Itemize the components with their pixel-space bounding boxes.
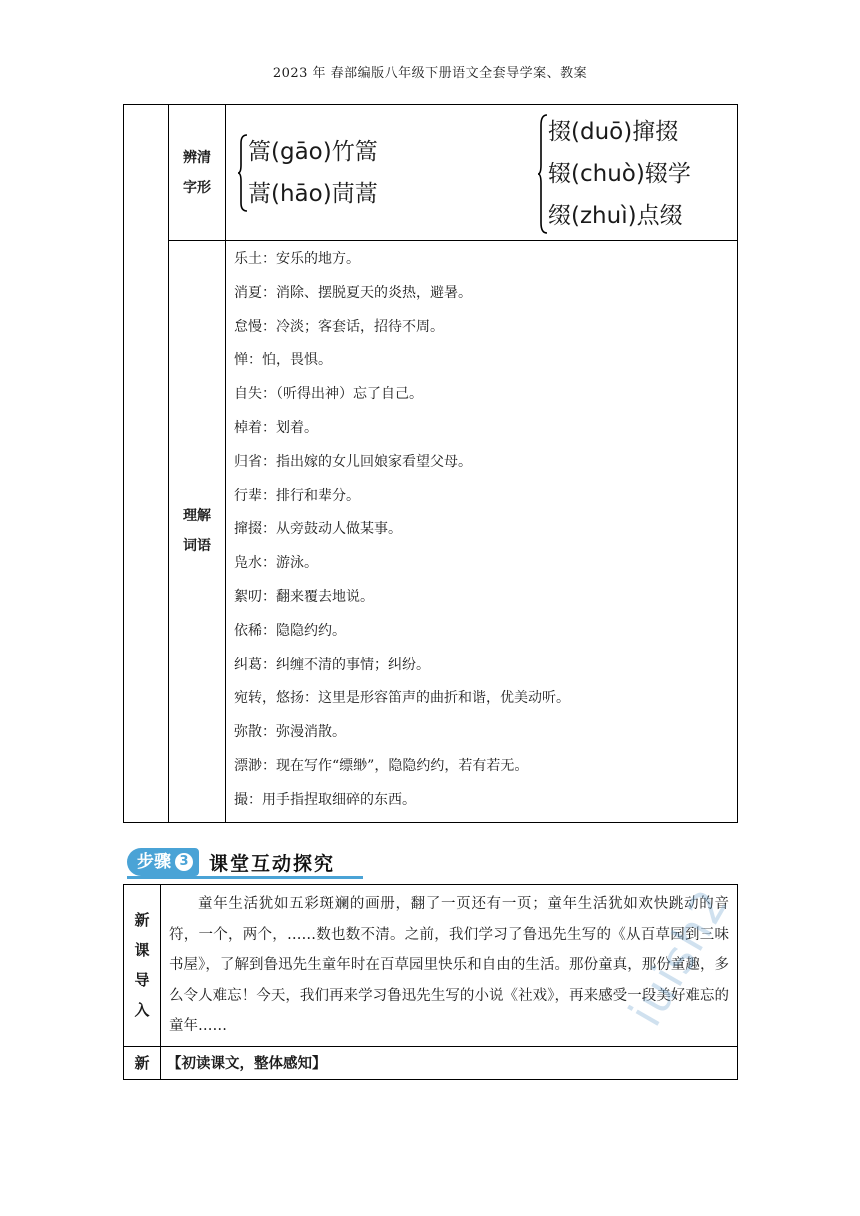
definition-item: 归省：指出嫁的女儿回娘家看望父母。 bbox=[234, 453, 472, 470]
intro-label-char: 课 bbox=[134, 941, 150, 960]
definition-item: 行辈：排行和辈分。 bbox=[234, 487, 360, 504]
definition-item: 撮：用手指捏取细碎的东西。 bbox=[234, 791, 416, 808]
definition-item: 絮叨：翻来覆去地说。 bbox=[234, 588, 374, 605]
definition-item: 惮：怕，畏惧。 bbox=[234, 352, 332, 369]
intro-label bbox=[124, 885, 161, 1047]
definition-item: 弥散：弥漫消散。 bbox=[234, 724, 346, 741]
step-title: 课堂互动探究 bbox=[209, 852, 336, 875]
definition-item: 怠慢：冷淡；客套话，招待不周。 bbox=[234, 318, 444, 335]
shape-label-line-1: 辨清 bbox=[183, 149, 211, 166]
words-label bbox=[169, 241, 226, 823]
shape-label-line-2: 字形 bbox=[183, 179, 211, 196]
left-brace-icon bbox=[238, 131, 248, 215]
words-label-line-1: 理解 bbox=[183, 508, 211, 525]
shape-cell bbox=[226, 105, 738, 241]
definition-item: 漂渺：现在写作“缥缈”，隐隐约约，若有若无。 bbox=[234, 757, 529, 774]
words-label-line-2: 词语 bbox=[183, 538, 211, 555]
shape-item: 辍(chuò)辍学 bbox=[548, 161, 691, 187]
definition-item: 凫水：游泳。 bbox=[234, 555, 318, 572]
step-number: 3 bbox=[175, 853, 193, 871]
intro-paragraph: 童年生活犹如五彩斑斓的画册，翻了一页还有一页；童年生活犹如欢快跳动的音符，一个，两个，……数也数不清。之前，我们学习了鲁迅先生写的《从百草园到三味书屋》，了解到鲁迅先生童年时在百草园里快乐和自由的生活。那份童真，那份童趣，多么令人难忘！今天，我们再来学习鲁迅先生写的小说《社戏》，再来感受一段美好难忘的童年…… bbox=[169, 896, 729, 1034]
intro-label-char: 导 bbox=[134, 971, 150, 990]
watermark: iuish2 bbox=[618, 878, 740, 1035]
shape-group-left bbox=[238, 131, 438, 215]
definition-item: 乐土：安乐的地方。 bbox=[234, 251, 360, 267]
step-underline bbox=[127, 876, 363, 879]
shape-item: 缀(zhuì)点缀 bbox=[548, 203, 683, 229]
shape-item: 蒿(hāo)茼蒿 bbox=[248, 181, 378, 207]
definition-item: 消夏：消除、摆脱夏天的炎热，避暑。 bbox=[234, 284, 472, 301]
definitions-cell bbox=[226, 241, 738, 823]
intro-label-char: 新 bbox=[134, 911, 150, 930]
step-heading bbox=[127, 846, 335, 878]
definition-item: 棹着：划着。 bbox=[234, 419, 318, 436]
definition-item: 自失：（听得出神）忘了自己。 bbox=[234, 386, 423, 403]
definition-item: 纠葛：纠缠不清的事情；纠纷。 bbox=[234, 656, 430, 673]
definition-item: 宛转，悠扬：这里是形容笛声的曲折和谐，优美动听。 bbox=[234, 690, 570, 707]
section-title: 【初读课文，整体感知】 bbox=[161, 1046, 738, 1079]
definition-item: 依稀：隐隐约约。 bbox=[234, 622, 346, 639]
shape-item: 篙(gāo)竹篙 bbox=[248, 139, 378, 165]
blank-column bbox=[124, 105, 169, 823]
vocab-table bbox=[123, 104, 738, 823]
definition-item: 撺掇：从旁鼓动人做某事。 bbox=[234, 521, 402, 538]
intro-cell bbox=[161, 885, 738, 1047]
right-brace-icon bbox=[538, 111, 548, 237]
step-badge-text: 步骤 bbox=[137, 852, 171, 872]
intro-label-char: 入 bbox=[134, 1001, 150, 1020]
step-badge bbox=[127, 848, 199, 876]
shape-label bbox=[169, 105, 226, 241]
page-header: 2023 年 春部编版八年级下册语文全套导学案、教案 bbox=[272, 66, 588, 81]
shape-item: 掇(duō)撺掇 bbox=[548, 119, 679, 145]
row2-label: 新 bbox=[124, 1046, 161, 1079]
shape-group-right bbox=[538, 111, 738, 237]
lesson-table bbox=[123, 884, 738, 1080]
